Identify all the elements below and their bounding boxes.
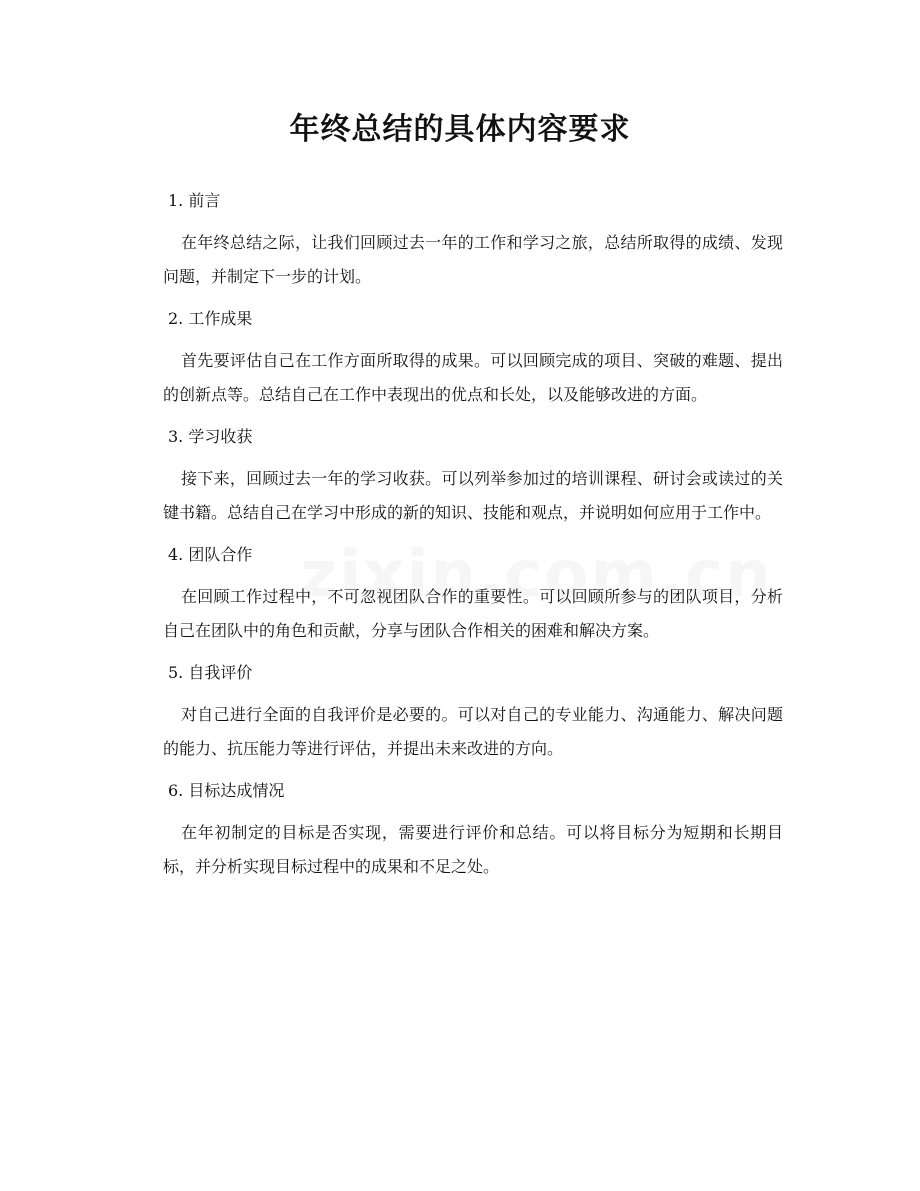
section-learning: [163, 422, 783, 540]
section-goals: [163, 776, 783, 884]
section-teamwork: [163, 540, 783, 658]
document-body: [163, 186, 783, 884]
section-heading: 3. 学习收获: [168, 427, 253, 446]
section-paragraph: 对自己进行全面的自我评价是必要的。可以对自己的专业能力、沟通能力、解决问题的能力、抗压能力等进行评估，并提出未来改进的方向。: [163, 705, 783, 758]
section-paragraph: 在回顾工作过程中，不可忽视团队合作的重要性。可以回顾所参与的团队项目，分析自己在团队中的角色和贡献，分享与团队合作相关的困难和解决方案。: [163, 587, 783, 640]
page-title: 年终总结的具体内容要求: [289, 112, 631, 147]
section-heading: 2. 工作成果: [168, 309, 253, 328]
section-heading: 5. 自我评价: [168, 663, 253, 682]
section-paragraph: 在年初制定的目标是否实现，需要进行评价和总结。可以将目标分为短期和长期目标，并分析实现目标过程中的成果和不足之处。: [163, 823, 783, 876]
section-heading: 6. 目标达成情况: [168, 781, 285, 800]
section-paragraph: 接下来，回顾过去一年的学习收获。可以列举参加过的培训课程、研讨会或读过的关键书籍。总结自己在学习中形成的新的知识、技能和观点，并说明如何应用于工作中。: [163, 469, 783, 522]
section-paragraph: 在年终总结之际，让我们回顾过去一年的工作和学习之旅，总结所取得的成绩、发现问题，并制定下一步的计划。: [163, 233, 783, 286]
section-heading: 4. 团队合作: [168, 545, 253, 564]
section-intro: [163, 186, 783, 304]
section-paragraph: 首先要评估自己在工作方面所取得的成果。可以回顾完成的项目、突破的难题、提出的创新点等。总结自己在工作中表现出的优点和长处，以及能够改进的方面。: [163, 351, 783, 404]
section-heading: 1. 前言: [168, 191, 221, 210]
section-work-results: [163, 304, 783, 422]
section-self-evaluation: [163, 658, 783, 776]
